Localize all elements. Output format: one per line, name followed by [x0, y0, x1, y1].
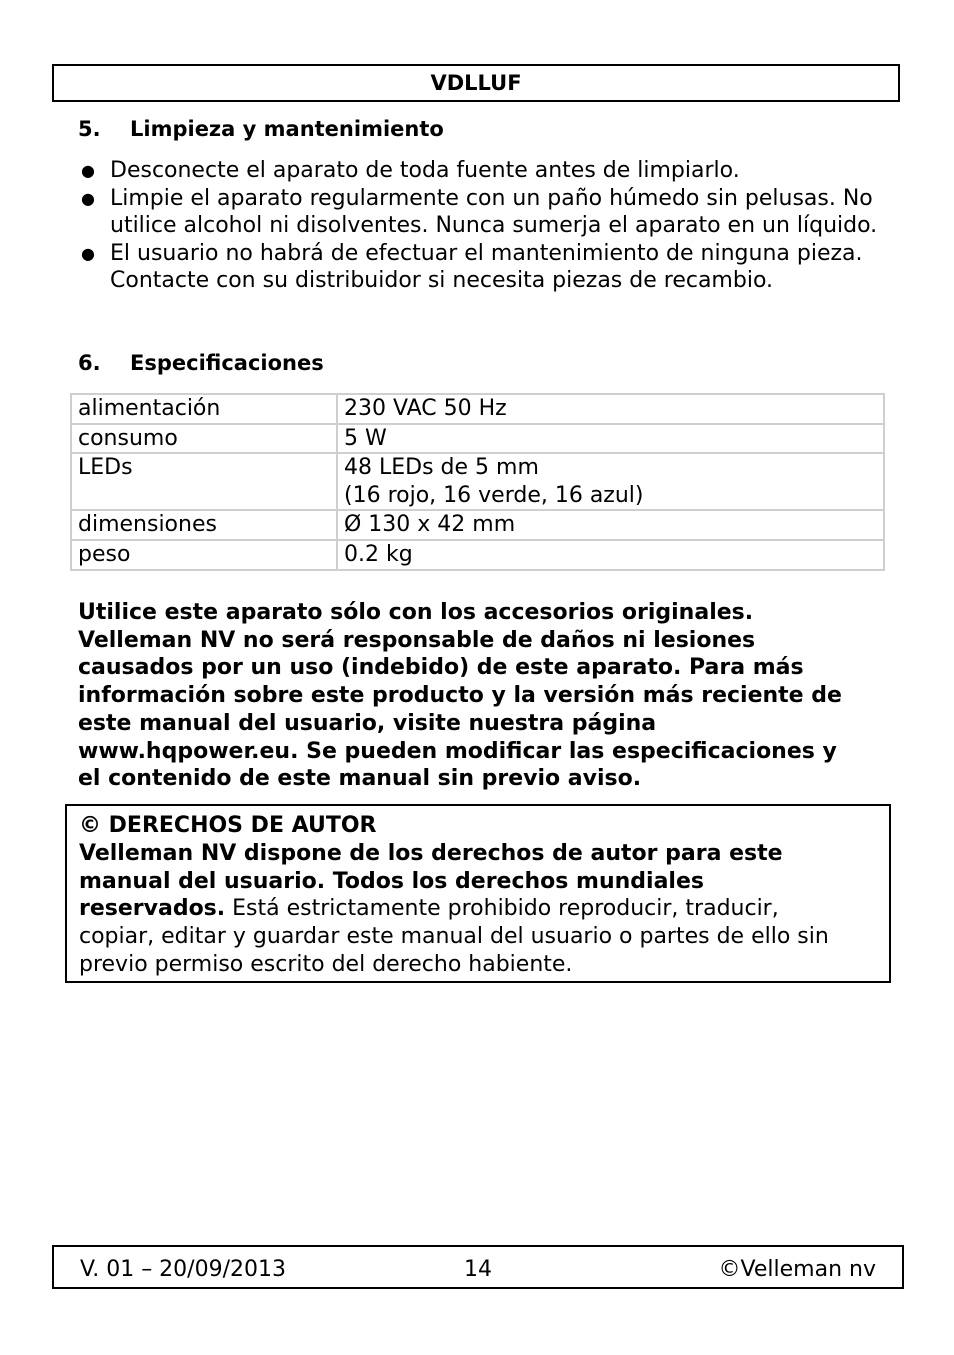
spec-key: alimentación [71, 394, 337, 424]
table-row [71, 540, 884, 570]
spec-value: 48 LEDs de 5 mm (16 rojo, 16 verde, 16 azul) [337, 453, 884, 510]
specifications-table [70, 393, 885, 571]
maintenance-list [78, 157, 888, 295]
list-item: ● El usuario no habrá de efectuar el mantenimiento de ninguna pieza. Contacte con su distribuidor si necesita piezas de recambio. [81, 240, 863, 294]
list-item: ● Limpie el aparato regularmente con un paño húmedo sin pelusas. No utilice alcohol ni disolventes. Nunca sumerja el aparato en un líquido. [81, 185, 878, 239]
spec-key: dimensiones [71, 510, 337, 540]
document-header [52, 64, 900, 102]
table-row [71, 394, 884, 424]
section-number: 5. [78, 117, 101, 141]
version-date: V. 01 – 20/09/2013 [80, 1257, 286, 1282]
section-title: Limpieza y mantenimiento [130, 117, 444, 141]
spec-key: LEDs [71, 453, 337, 510]
page-number: 14 [464, 1257, 492, 1282]
spec-value: Ø 130 x 42 mm [337, 510, 884, 540]
spec-key: consumo [71, 424, 337, 454]
table-row [71, 453, 884, 510]
copyright-notice: © DERECHOS DE AUTOR Velleman NV dispone de los derechos de autor para este manual del usuario. Todos los derechos mundiales reservados. Está estrictamente prohibido reproducir, traducir, copiar, editar y guardar este manual del usuario o partes de ello sin previo permiso escrito del derecho habiente. [65, 804, 891, 983]
table-row [71, 424, 884, 454]
document-footer [52, 1245, 904, 1289]
table-row [71, 510, 884, 540]
section-5-heading [78, 117, 444, 141]
spec-value: 0.2 kg [337, 540, 884, 570]
list-item: ● Desconecte el aparato de toda fuente antes de limpiarlo. [81, 158, 740, 183]
section-number: 6. [78, 351, 101, 375]
usage-notice: Utilice este aparato sólo con los accesorios originales. Velleman NV no será responsable de daños ni lesiones causados por un uso (indebido) de este aparato. Para más información sobre este producto y la versión más reciente de este manual del usuario, visite nuestra página www.hqpower.eu. Se pueden modificar las especificaciones y el contenido de este manual sin previo aviso. [78, 600, 842, 792]
spec-key: peso [71, 540, 337, 570]
section-6-heading [78, 351, 324, 375]
footer-copyright: ©Velleman nv [718, 1257, 876, 1282]
section-title: Especificaciones [130, 351, 324, 375]
spec-value: 230 VAC 50 Hz [337, 394, 884, 424]
copyright-heading: © DERECHOS DE AUTOR [79, 813, 377, 838]
model-title: VDLLUF [430, 71, 522, 95]
bullet-icon: ● [81, 243, 95, 263]
bullet-icon: ● [81, 188, 95, 208]
spec-value: 5 W [337, 424, 884, 454]
bullet-icon: ● [81, 161, 95, 180]
